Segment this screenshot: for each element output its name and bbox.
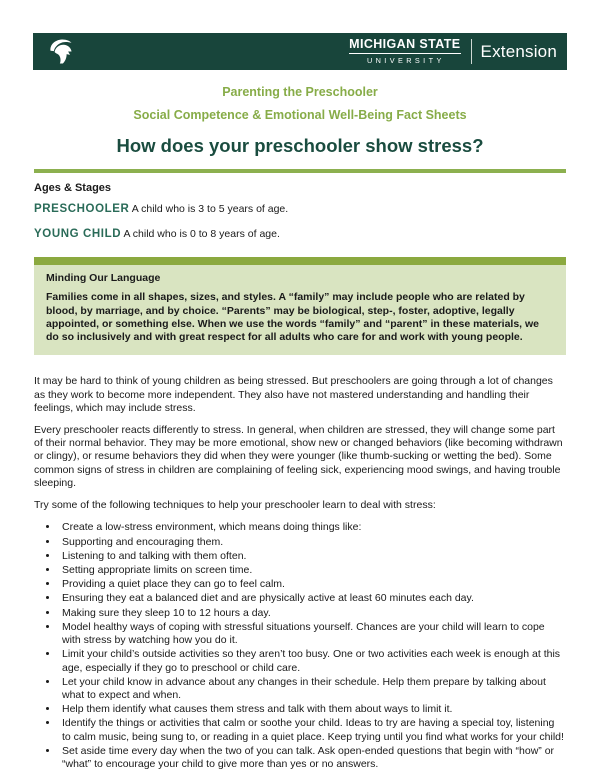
wordmark-university: UNIVERSITY bbox=[366, 55, 445, 65]
list-item: • Let your child know in advance about any changes in their schedule. Help them prepare by talking about what to expect and when. bbox=[59, 676, 566, 702]
header-divider bbox=[471, 39, 472, 64]
list-item: • Making sure they sleep 10 to 12 hours a day. bbox=[59, 607, 566, 620]
stress-tips-list bbox=[34, 521, 566, 771]
language-box-heading: Minding Our Language bbox=[46, 272, 161, 285]
list-item: • Help them identify what causes them stress and talk with them about ways to limit it. bbox=[59, 703, 566, 716]
language-box-top-bar bbox=[34, 257, 566, 265]
term-young-child-line bbox=[34, 226, 566, 244]
list-item: • Ensuring they eat a balanced diet and are physically active at least 60 minutes each day. bbox=[59, 592, 566, 605]
intro-paragraph-2: Every preschooler reacts differently to stress. In general, when children are stressed, they will change some part of their normal behavior. They may be more emotional, show new or changed behaviors (like becoming withdrawn or clingy), or resume behaviors they did when they were younger (like thumb-sucking or wetting the bed). Some common signs of stress in children are complaining of feeling sick, experiencing mood swings, and having trouble sleeping. bbox=[34, 424, 563, 489]
language-box-body bbox=[34, 265, 566, 355]
term-preschooler: PRESCHOOLER bbox=[34, 202, 130, 215]
page-title: How does your preschooler show stress? bbox=[116, 134, 484, 156]
spartan-helmet-icon bbox=[46, 38, 76, 65]
wordmark-michigan-state: MICHIGAN STATE bbox=[349, 38, 460, 53]
list-item: • Supporting and encouraging them. bbox=[59, 536, 566, 549]
title-rule-divider bbox=[34, 169, 566, 173]
list-item: • Setting appropriate limits on screen time. bbox=[59, 564, 566, 577]
term-young-child-definition: A child who is 0 to 8 years of age. bbox=[123, 227, 280, 240]
body-copy bbox=[34, 375, 566, 771]
list-item: • Providing a quiet place they can go to feel calm. bbox=[59, 578, 566, 591]
term-preschooler-definition: A child who is 3 to 5 years of age. bbox=[131, 202, 289, 215]
document-content bbox=[34, 86, 566, 772]
extension-brand-label: Extension bbox=[480, 41, 557, 61]
techniques-lead-in: Try some of the following techniques to help your preschooler learn to deal with stress: bbox=[34, 499, 436, 512]
list-item: • Set aside time every day when the two of you can talk. Ask open-ended questions that begin with “how” or “what” to encourage your child to give more than yes or no answers. bbox=[59, 745, 566, 771]
subseries-title: Social Competence & Emotional Well-Being Fact Sheets bbox=[133, 107, 467, 122]
ages-stages-heading: Ages & Stages bbox=[34, 181, 112, 194]
term-young-child: YOUNG CHILD bbox=[34, 227, 122, 240]
list-item: • Listening to and talking with them often. bbox=[59, 550, 566, 563]
msu-header-bar bbox=[33, 33, 567, 70]
minding-our-language-box bbox=[34, 257, 566, 355]
list-item: • Model healthy ways of coping with stressful situations yourself. Chances are your child will learn to cope with stress by watching how you do it. bbox=[59, 621, 566, 647]
series-title: Parenting the Preschooler bbox=[222, 85, 378, 99]
list-item: • Identify the things or activities that calm or soothe your child. Ideas to try are having a special toy, listening to calm music, being sung to, or reading in a quiet place. Keep trying until you find what works for your child! bbox=[59, 717, 566, 743]
language-box-text: Families come in all shapes, sizes, and styles. A “family” may include people who are related by blood, by marriage, and by choice. “Parents” may be biological, step-, foster, adoptive, legally appointed, or something else. When we use the words “family” and “parent” in these materials, we do so inclusively and with great respect for all adults who care for and work with young people. bbox=[46, 291, 540, 344]
header-brand-group bbox=[349, 38, 557, 64]
msu-wordmark bbox=[349, 38, 460, 64]
intro-paragraph-1: It may be hard to think of young children as being stressed. But preschoolers are going through a lot of changes as they work to become more independent. They also have not mastered understanding and handling their feelings, which may include stress. bbox=[34, 375, 553, 414]
list-item: • Limit your child’s outside activities so they aren’t too busy. One or two activities each week is enough at this age, especially if they go to preschool or child care. bbox=[59, 648, 566, 674]
list-item: • Create a low-stress environment, which means doing things like: bbox=[59, 521, 566, 534]
term-preschooler-line bbox=[34, 201, 566, 219]
